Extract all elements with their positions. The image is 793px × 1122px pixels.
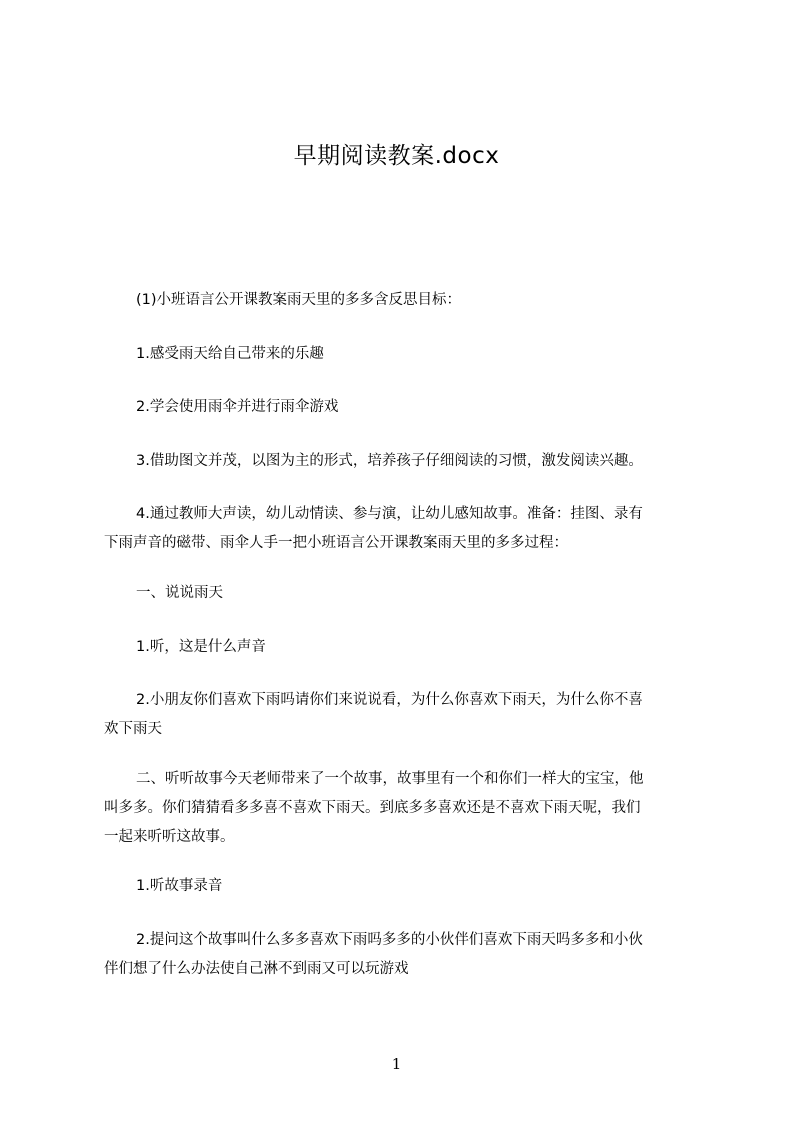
document-title: 早期阅读教案.docx: [293, 143, 500, 169]
paragraph: [104, 872, 700, 901]
text-line: 欢下雨天: [104, 721, 162, 737]
text-line: 下雨声音的磁带、雨伞人手一把小班语言公开课教案雨天里的多多过程：: [104, 535, 568, 551]
paragraph: [104, 286, 700, 315]
paragraph: [104, 447, 700, 476]
paragraph: [104, 579, 700, 608]
text-line: 1.听，这是什么声音: [136, 639, 266, 655]
text-line: 3.借助图文并茂，以图为主的形式，培养孩子仔细阅读的习惯，激发阅读兴趣。: [136, 453, 643, 469]
page-number: 1: [391, 1055, 402, 1073]
text-line: 二、听听故事今天老师带来了一个故事，故事里有一个和你们一样大的宝宝，他: [136, 771, 644, 787]
paragraph: [104, 500, 700, 558]
paragraph: [104, 340, 700, 369]
text-line: 一、说说雨天: [136, 585, 223, 601]
text-line: 伴们想了什么办法使自己淋不到雨又可以玩游戏: [104, 961, 409, 977]
paragraph: [104, 633, 700, 662]
paragraph: [104, 926, 700, 984]
text-line: 2.学会使用雨伞并进行雨伞游戏: [136, 399, 339, 415]
text-line: 叫多多。你们猜猜看多多喜不喜欢下雨天。到底多多喜欢还是不喜欢下雨天呢，我们: [104, 800, 641, 816]
text-line: 2.提问这个故事叫什么多多喜欢下雨吗多多的小伙伴们喜欢下雨天吗多多和小伙: [136, 932, 643, 948]
text-line: 一起来听听这故事。: [104, 829, 235, 845]
paragraph: [104, 393, 700, 422]
text-line: 2.小朋友你们喜欢下雨吗请你们来说说看，为什么你喜欢下雨天，为什么你不喜: [136, 692, 643, 708]
paragraph: [104, 765, 700, 852]
paragraph: [104, 686, 700, 744]
text-line: 1.感受雨天给自己带来的乐趣: [136, 346, 324, 362]
text-line: 4.通过教师大声读，幼儿动情读、参与演，让幼儿感知故事。准备：挂图、录有: [136, 506, 643, 522]
text-line: 1.听故事录音: [136, 878, 223, 894]
text-line: (1)小班语言公开课教案雨天里的多多含反思目标：: [136, 292, 462, 308]
